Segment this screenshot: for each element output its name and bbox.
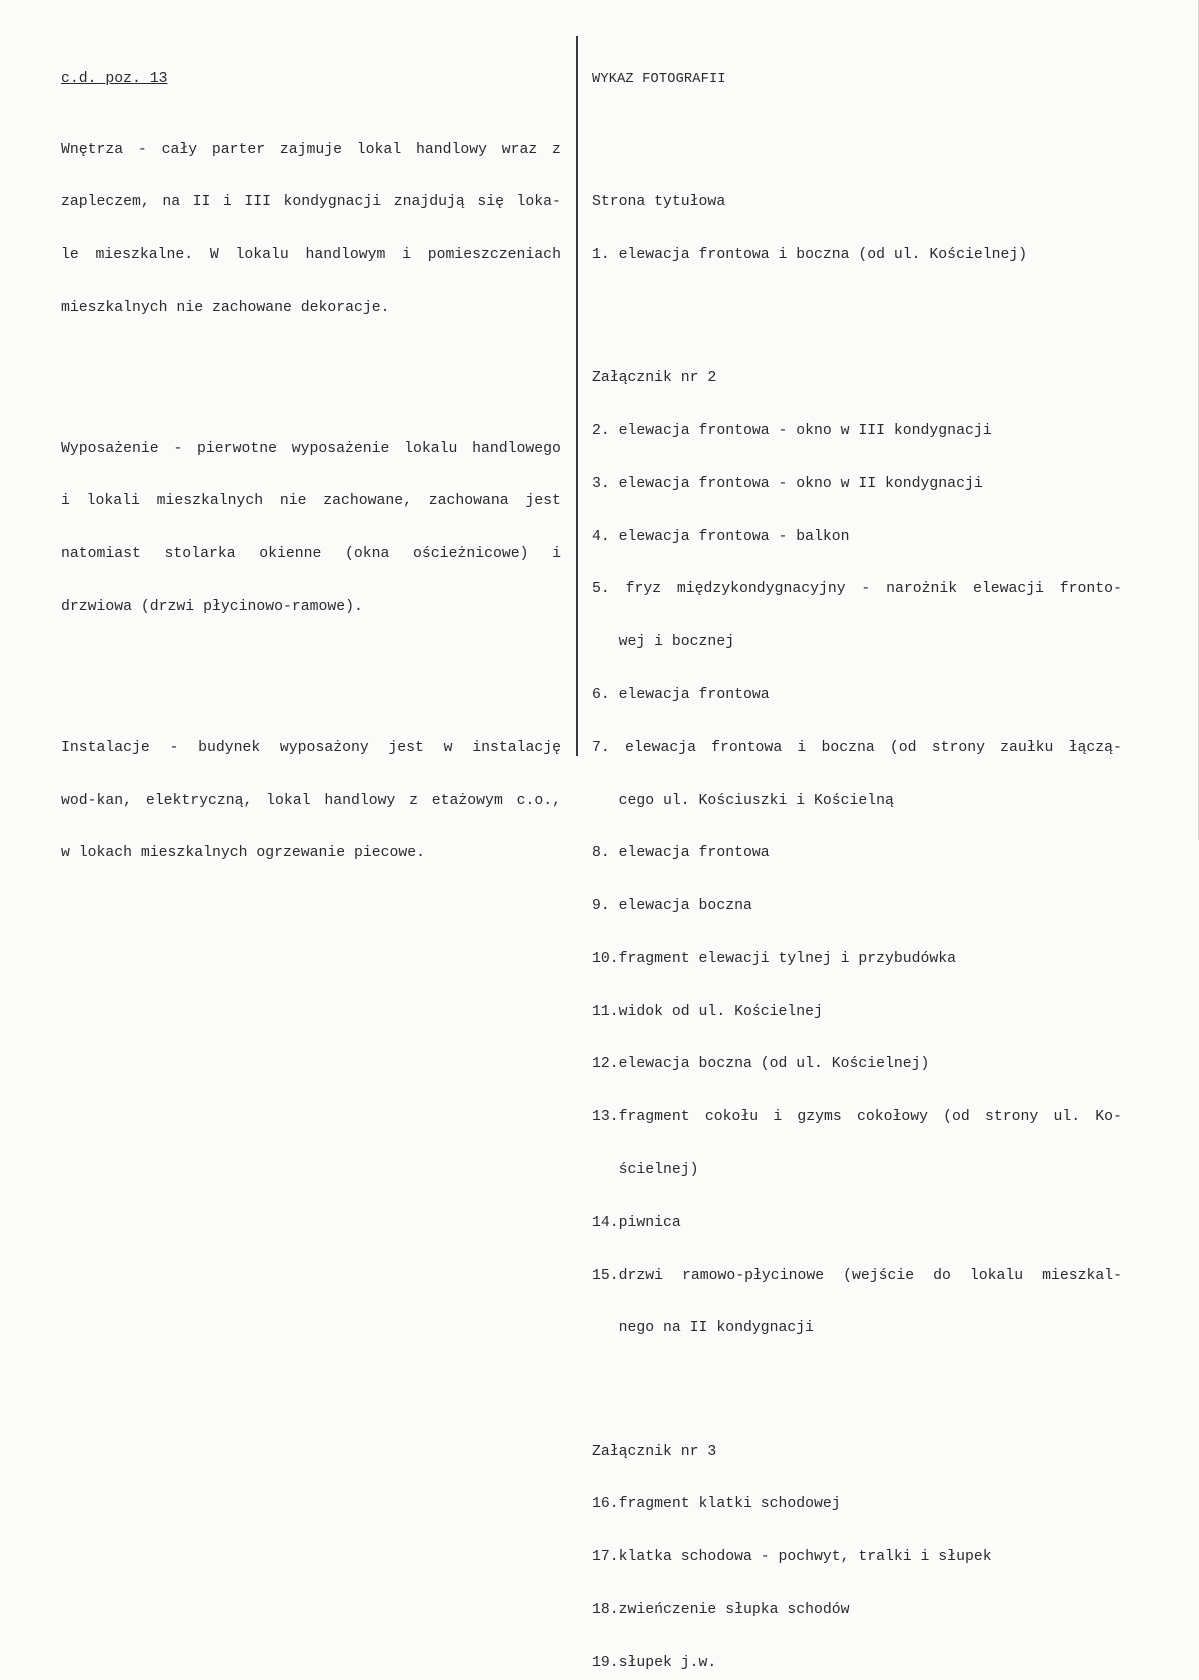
word: się [477,194,504,211]
word: ościeżnicowe) [413,546,529,563]
list-item: 2. elewacja frontowa - okno w III kondygnacji [592,423,992,440]
word: lokalu [969,1267,1024,1284]
word: elewacja [624,739,696,756]
word: stolarka [164,546,236,563]
list-item-continuation: cego ul. Kościuszki i Kościelną [592,792,894,809]
word: lokal [356,141,402,158]
list-item: 17.klatka schodowa - pochwyt, tralki i słupek [592,1549,992,1566]
paragraph-line: drzwiowa (drzwi płycinowo-ramowe). [61,599,363,615]
word: wyposażony [279,739,369,756]
word: zachowane, [323,493,413,510]
word: loka- [516,194,561,211]
word: elektryczną, [145,792,253,809]
list-item: 8. elewacja frontowa [592,845,770,862]
list-heading: Załącznik nr 3 [592,1443,717,1460]
word: W [209,247,219,264]
list-item: 9. elewacja boczna [592,898,752,915]
word: elewacji [972,581,1044,598]
left-column [61,36,561,881]
word: gzyms [797,1109,842,1126]
word: lokali [86,493,140,510]
list-item: 3. elewacja frontowa - okno w II kondygnacji [592,475,983,492]
paragraph-line [61,247,561,265]
word: z [409,792,419,809]
word: - [173,440,183,457]
word: strony [984,1109,1039,1126]
word: pomieszczeniach [427,247,561,264]
list-item [592,740,1122,758]
word: kondygnacji [283,194,382,211]
word: handlowym [305,247,386,264]
list-item [592,581,1122,599]
word: w [443,739,453,756]
word: (od [889,739,917,756]
word: II [192,194,211,211]
word: lokalu [404,440,458,457]
list-item: 11.widok od ul. Kościelnej [592,1003,823,1020]
word: III [244,194,271,211]
paragraph-line [61,546,561,564]
word: (od [943,1109,970,1126]
word: zaułku [1000,739,1054,756]
list-item: 12.elewacja boczna (od ul. Kościelnej) [592,1056,930,1073]
word: frontowa [711,739,783,756]
word: 15.drzwi [592,1267,664,1284]
list-item-continuation: nego na II kondygnacji [592,1320,814,1337]
word: i [773,1109,783,1126]
list-item: 4. elewacja frontowa - balkon [592,528,850,545]
word: łączą- [1068,739,1122,756]
word: (okna [345,546,390,563]
word: instalację [472,739,561,756]
paragraph-line: mieszkalnych nie zachowane dekoracje. [61,299,390,316]
list-item-continuation: ścielnej) [592,1162,699,1178]
word: budynek [198,739,261,756]
word: narożnik [886,581,958,598]
word: na [162,194,181,211]
word: zajmuje [279,141,343,158]
word: - [137,141,147,158]
word: nie [279,493,307,510]
word: wod-kan, [61,792,133,809]
list-heading: Strona tytułowa [592,194,726,211]
word: 13.fragment [592,1109,690,1126]
word: cały [161,141,198,158]
word: lokal [266,792,311,809]
word: handlowy [324,792,396,809]
list-item: 6. elewacja frontowa [592,686,770,703]
word: mieszkal- [1042,1267,1122,1284]
word: do [933,1267,951,1284]
paragraph-line [61,142,561,160]
word: zapleczem, [61,194,150,211]
word: 7. [592,739,610,756]
word: wraz [501,141,538,158]
word: - [169,739,179,756]
word: strony [931,739,985,756]
word: ul. [1053,1109,1081,1126]
list-item: 1. elewacja frontowa i boczna (od ul. Kościelnej) [592,247,1028,264]
list-heading: Załącznik nr 2 [592,370,717,387]
right-column [592,36,1122,1680]
word: i [552,546,561,563]
paragraph-line: w lokach mieszkalnych ogrzewanie piecowe. [61,845,426,862]
word: fryz [625,581,662,598]
list-item [592,1109,1122,1127]
word: Instalacje [61,739,150,756]
word: wyposażenie [291,440,390,457]
word: lokalu [235,247,289,264]
word: boczna [821,739,875,756]
section-heading: c.d. poz. 13 [61,71,168,88]
word: Ko- [1095,1109,1122,1126]
word: Wnętrza [61,141,124,158]
word: handlowego [472,440,561,457]
word: z [552,141,561,158]
paragraph-line [61,793,561,811]
word: i [222,194,232,211]
paragraph-line [61,441,561,459]
word: natomiast [61,546,141,563]
word: (wejście [843,1267,915,1284]
word: pierwotne [197,440,277,457]
word: jest [388,739,424,756]
word: i [797,739,807,756]
paragraph-line [61,194,561,212]
list-item: 10.fragment elewacji tylnej i przybudówka [592,950,957,967]
column-divider [576,36,578,756]
word: zachowana [428,493,509,510]
word: - [861,581,871,598]
list-item: 18.zwieńczenie słupka schodów [592,1601,850,1618]
word: mieszkalne. [95,247,194,264]
word: i [402,247,412,264]
word: Wyposażenie [61,440,159,457]
word: parter [211,141,266,158]
word: c.o., [516,792,561,809]
list-item: 16.fragment klatki schodowej [592,1496,841,1513]
word: 5. [592,581,610,598]
word: cokołowy [856,1109,928,1126]
word: mieszkalnych [156,493,264,510]
list-item-continuation: wej i bocznej [592,634,735,651]
word: jest [525,493,561,510]
word: i [61,493,70,510]
word: znajdują [393,194,465,211]
word: międzykondygnacyjny [676,581,846,598]
word: okienne [259,546,322,563]
paragraph-line [61,493,561,511]
word: handlowy [415,141,487,158]
paragraph-line [61,740,561,758]
list-item: 14.piwnica [592,1214,681,1231]
word: etażowym [431,792,503,809]
word: cokołu [704,1109,759,1126]
list-item: 19.słupek j.w. [592,1654,717,1671]
word: le [61,247,79,264]
list-item [592,1268,1122,1286]
list-title: WYKAZ FOTOGRAFII [592,72,726,88]
word: ramowo-płycinowe [682,1267,825,1284]
word: fronto- [1059,581,1122,598]
